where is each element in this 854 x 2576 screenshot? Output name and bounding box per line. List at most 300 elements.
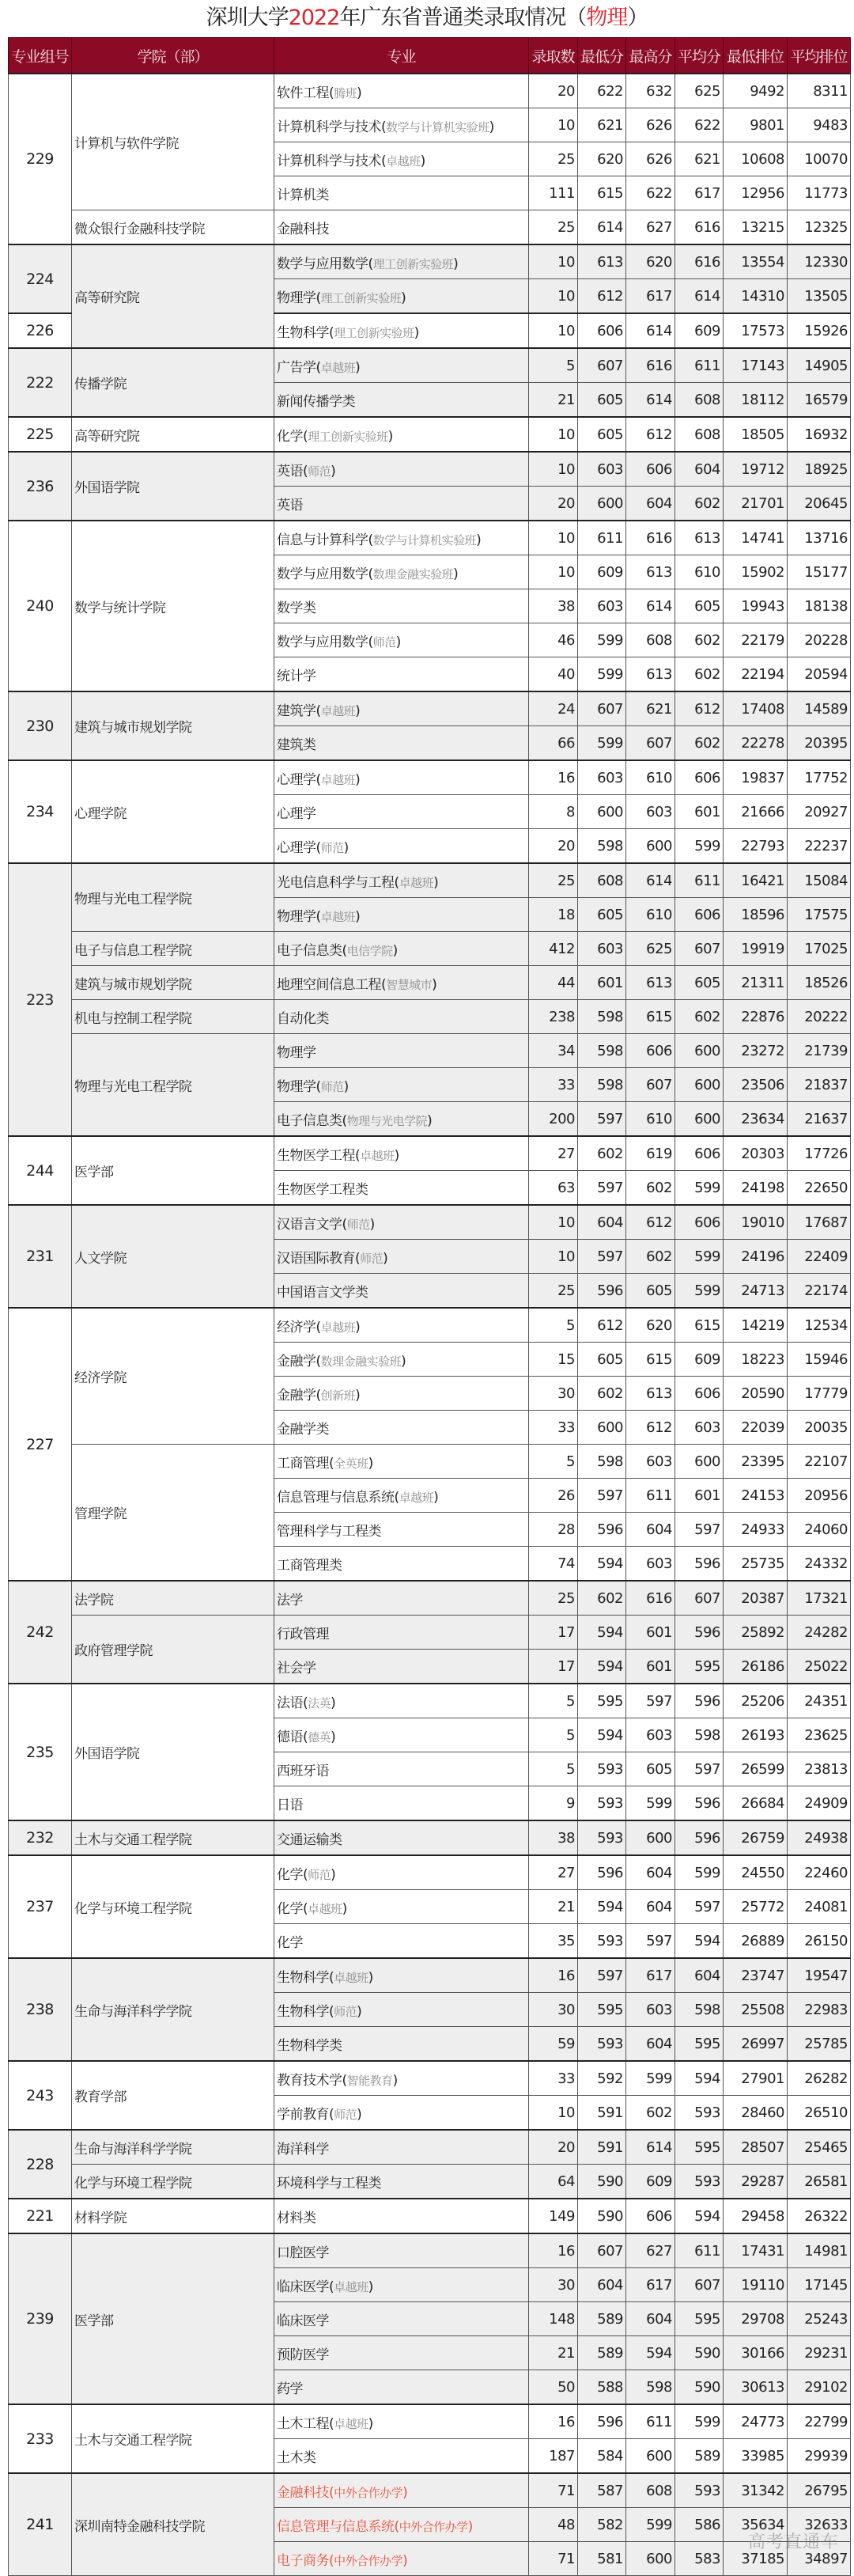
min-rank: 19919 (724, 932, 788, 966)
major-cell (274, 966, 529, 1000)
min-rank: 17143 (724, 348, 788, 383)
min-rank: 26889 (724, 1924, 788, 1959)
min-rank: 24153 (724, 1479, 788, 1513)
major-name: 金融科技 (277, 2484, 329, 2501)
college-name: 土木与交通工程学院 (72, 2404, 274, 2473)
paren: ( (355, 1250, 361, 1267)
admitted-count: 46 (529, 623, 578, 657)
min-score: 597 (578, 1240, 626, 1274)
major-cell (274, 348, 529, 383)
avg-score: 607 (675, 2268, 724, 2302)
major-name: 德语 (277, 1729, 303, 1745)
table-row (9, 1445, 851, 1479)
avg-score: 597 (675, 1513, 724, 1547)
admitted-count: 59 (529, 2027, 578, 2062)
avg-rank: 21837 (788, 1068, 851, 1102)
min-rank: 35634 (724, 2508, 788, 2542)
paren: ) (369, 1216, 375, 1233)
table-header-row (9, 38, 851, 74)
max-score: 602 (626, 1240, 675, 1274)
major-cell (274, 1650, 529, 1684)
major-note: 卓越班 (320, 360, 356, 375)
table-row (9, 2473, 851, 2508)
major-note: 法英 (308, 1695, 331, 1710)
admitted-count: 25 (529, 142, 578, 176)
major-cell (274, 589, 529, 623)
avg-score: 596 (675, 1684, 724, 1718)
min-rank: 18596 (724, 898, 788, 932)
avg-rank: 11773 (788, 176, 851, 210)
avg-score: 609 (675, 1343, 724, 1377)
admitted-count: 25 (529, 1274, 578, 1309)
major-name: 行政管理 (277, 1626, 329, 1642)
avg-rank: 17726 (788, 1136, 851, 1171)
paren: ) (355, 908, 361, 925)
avg-score: 599 (675, 829, 724, 864)
min-rank: 13215 (724, 210, 788, 245)
avg-score: 595 (675, 1650, 724, 1684)
avg-rank: 29939 (788, 2439, 851, 2474)
major-cell (274, 2473, 529, 2508)
college-name: 心理学院 (72, 760, 274, 863)
avg-score: 607 (675, 932, 724, 966)
group-code: 234 (9, 760, 72, 863)
min-score: 587 (578, 2473, 626, 2508)
college-name: 微众银行金融科技学院 (72, 210, 274, 245)
max-score: 608 (626, 623, 675, 657)
admitted-count: 30 (529, 1377, 578, 1411)
major-name: 环境科学与工程类 (277, 2175, 381, 2191)
avg-score: 621 (675, 142, 724, 176)
avg-rank: 20645 (788, 487, 851, 521)
college-name: 生命与海洋科学学院 (72, 2130, 274, 2165)
max-score: 625 (626, 932, 675, 966)
admitted-count: 149 (529, 2199, 578, 2233)
major-name: 数学与应用数学 (277, 634, 368, 650)
table-row (9, 1855, 851, 1890)
max-score: 604 (626, 487, 675, 521)
major-name: 临床医学 (277, 2279, 329, 2295)
avg-score: 612 (675, 691, 724, 726)
major-name: 中国语言文学类 (277, 1284, 368, 1301)
avg-score: 600 (675, 1068, 724, 1102)
max-score: 622 (626, 176, 675, 210)
college-name: 计算机与软件学院 (72, 74, 274, 210)
major-note: 卓越班 (360, 1148, 395, 1163)
avg-score: 622 (675, 108, 724, 142)
min-rank: 22179 (724, 623, 788, 657)
avg-rank: 20035 (788, 1411, 851, 1445)
avg-rank: 18925 (788, 452, 851, 487)
avg-score: 594 (675, 2061, 724, 2096)
min-score: 621 (578, 108, 626, 142)
group-code: 222 (9, 348, 72, 417)
major-name: 电子信息类 (277, 942, 342, 959)
max-score: 599 (626, 2061, 675, 2096)
min-score: 605 (578, 383, 626, 418)
avg-score: 604 (675, 1958, 724, 1993)
min-score: 613 (578, 244, 626, 279)
paren: ) (402, 2552, 408, 2569)
college-name: 医学部 (72, 2233, 274, 2404)
avg-rank: 24351 (788, 1684, 851, 1718)
major-note: 师范 (346, 1217, 370, 1232)
paren: ) (395, 634, 401, 650)
max-score: 614 (626, 383, 675, 418)
admitted-count: 48 (529, 2508, 578, 2542)
max-score: 611 (626, 2404, 675, 2439)
avg-rank: 22650 (788, 1171, 851, 1206)
max-score: 605 (626, 1274, 675, 1309)
paren: ) (427, 1112, 433, 1129)
max-score: 614 (626, 589, 675, 623)
major-name: 金融学 (277, 1387, 316, 1404)
avg-rank: 24909 (788, 1786, 851, 1821)
major-name: 物理学 (277, 908, 316, 925)
admission-table (8, 37, 851, 2576)
major-name: 金融学类 (277, 1421, 329, 1438)
college-name: 材料学院 (72, 2199, 274, 2233)
table-row (9, 1205, 851, 1240)
group-code: 239 (9, 2233, 72, 2404)
college-name: 数学与统计学院 (72, 521, 274, 691)
major-name: 药学 (277, 2381, 303, 2397)
paren: ( (381, 153, 387, 169)
major-cell (274, 726, 529, 761)
paren: ( (329, 2279, 334, 2295)
table-row (9, 1000, 851, 1034)
major-name: 化学 (277, 1866, 303, 1883)
major-note: 理工创新实验班 (372, 256, 454, 271)
avg-score: 607 (675, 1581, 724, 1616)
admitted-count: 25 (529, 210, 578, 245)
admitted-count: 35 (529, 1924, 578, 1959)
max-score: 604 (626, 1513, 675, 1547)
max-score: 603 (626, 1993, 675, 2027)
paren: ( (394, 1489, 399, 1506)
avg-rank: 16932 (788, 417, 851, 452)
major-cell (274, 1068, 529, 1102)
major-cell (274, 555, 529, 589)
admitted-count: 16 (529, 760, 578, 795)
major-name: 学前教育 (277, 2106, 329, 2123)
max-score: 603 (626, 1547, 675, 1582)
major-cell (274, 2370, 529, 2405)
min-rank: 24550 (724, 1855, 788, 1890)
major-cell (274, 1855, 529, 1890)
major-cell (274, 1377, 529, 1411)
min-score: 620 (578, 142, 626, 176)
major-name: 数学与应用数学 (277, 566, 368, 582)
paren: ) (433, 874, 439, 891)
admitted-count: 5 (529, 348, 578, 383)
min-rank: 14741 (724, 521, 788, 555)
major-cell (274, 1343, 529, 1377)
max-score: 606 (626, 1034, 675, 1068)
paren: ( (368, 532, 373, 548)
major-note: 中外合作办学 (334, 2553, 403, 2568)
major-cell (274, 2542, 529, 2576)
major-cell (274, 1890, 529, 1924)
min-score: 590 (578, 2199, 626, 2233)
max-score: 626 (626, 142, 675, 176)
min-rank: 12956 (724, 176, 788, 210)
major-cell (274, 623, 529, 657)
min-rank: 21701 (724, 487, 788, 521)
min-score: 602 (578, 1136, 626, 1171)
paren: ( (316, 908, 321, 925)
paren: ( (381, 119, 387, 135)
paren: ( (329, 1969, 334, 1986)
major-name: 生物科学类 (277, 2037, 342, 2054)
avg-rank: 8311 (788, 74, 851, 108)
major-cell (274, 1786, 529, 1821)
admitted-count: 148 (529, 2302, 578, 2336)
major-note: 腾班 (334, 85, 357, 100)
admitted-count: 25 (529, 863, 578, 898)
major-note: 师范 (334, 2107, 357, 2122)
avg-score: 611 (675, 2233, 724, 2268)
major-name: 管理科学与工程类 (277, 1523, 381, 1540)
major-name: 经济学 (277, 1319, 316, 1335)
major-cell (274, 1274, 529, 1309)
major-name: 材料类 (277, 2210, 316, 2226)
major-note: 师范 (320, 1079, 344, 1094)
min-score: 588 (578, 2370, 626, 2405)
avg-rank: 26150 (788, 1924, 851, 1959)
group-code: 238 (9, 1958, 72, 2061)
max-score: 616 (626, 1581, 675, 1616)
avg-rank: 29102 (788, 2370, 851, 2405)
major-note: 师范 (360, 1251, 384, 1266)
admitted-count: 27 (529, 1136, 578, 1171)
avg-score: 600 (675, 1034, 724, 1068)
min-rank: 31342 (724, 2473, 788, 2508)
paren: ) (355, 1387, 361, 1404)
avg-rank: 10070 (788, 142, 851, 176)
paren: ) (392, 942, 398, 959)
paren: ) (331, 463, 336, 479)
avg-score: 606 (675, 1377, 724, 1411)
major-name: 心理学 (277, 771, 316, 788)
max-score: 626 (626, 108, 675, 142)
avg-rank: 17779 (788, 1377, 851, 1411)
paren: ) (432, 976, 437, 993)
major-cell (274, 2130, 529, 2165)
paren: ( (381, 976, 387, 993)
min-score: 603 (578, 589, 626, 623)
max-score: 600 (626, 829, 675, 864)
group-code: 235 (9, 1684, 72, 1820)
avg-score: 596 (675, 1786, 724, 1821)
avg-score: 586 (675, 2508, 724, 2542)
admitted-count: 44 (529, 966, 578, 1000)
min-rank: 19943 (724, 589, 788, 623)
avg-score: 606 (675, 1205, 724, 1240)
min-rank: 18505 (724, 417, 788, 452)
major-cell (274, 760, 529, 795)
major-name: 汉语言文学 (277, 1216, 342, 1233)
major-note: 创新班 (320, 1388, 356, 1403)
min-rank: 15902 (724, 555, 788, 589)
min-rank: 19010 (724, 1205, 788, 1240)
major-name: 计算机科学与技术 (277, 153, 381, 169)
major-note: 师范 (308, 1867, 331, 1882)
min-score: 591 (578, 2130, 626, 2165)
college-name: 物理与光电工程学院 (72, 1034, 274, 1137)
avg-rank: 19547 (788, 1958, 851, 1993)
paren: ) (453, 256, 459, 272)
admitted-count: 20 (529, 487, 578, 521)
major-name: 心理学 (277, 805, 316, 822)
min-rank: 19110 (724, 2268, 788, 2302)
max-score: 594 (626, 2336, 675, 2370)
avg-rank: 26322 (788, 2199, 851, 2233)
major-name: 工商管理类 (277, 1557, 342, 1574)
admitted-count: 21 (529, 1890, 578, 1924)
avg-score: 606 (675, 898, 724, 932)
major-name: 生物医学工程类 (277, 1181, 368, 1198)
major-cell (274, 1718, 529, 1752)
major-note: 卓越班 (399, 1490, 434, 1505)
college-name: 人文学院 (72, 1205, 274, 1308)
watermark: 高考直通车 (748, 2532, 840, 2552)
major-cell (274, 521, 529, 555)
table-row (9, 760, 851, 795)
header-min-score: 最低分 (578, 38, 626, 74)
major-cell (274, 657, 529, 692)
max-score: 610 (626, 1102, 675, 1137)
avg-rank: 26510 (788, 2096, 851, 2131)
min-score: 600 (578, 487, 626, 521)
major-name: 自动化类 (277, 1010, 329, 1027)
min-score: 603 (578, 760, 626, 795)
max-score: 615 (626, 1343, 675, 1377)
min-score: 601 (578, 966, 626, 1000)
min-score: 589 (578, 2302, 626, 2336)
avg-rank: 22799 (788, 2404, 851, 2439)
max-score: 608 (626, 2473, 675, 2508)
avg-rank: 22983 (788, 1993, 851, 2027)
min-rank: 23747 (724, 1958, 788, 1993)
major-name: 生物医学工程 (277, 1147, 355, 1164)
major-cell (274, 2404, 529, 2439)
major-name: 电子商务 (277, 2552, 329, 2569)
avg-rank: 32633 (788, 2508, 851, 2542)
max-score: 610 (626, 898, 675, 932)
max-score: 614 (626, 863, 675, 898)
major-name: 汉语国际教育 (277, 1250, 355, 1267)
major-cell (274, 2027, 529, 2062)
admitted-count: 18 (529, 898, 578, 932)
header-admitted: 录取数 (529, 38, 578, 74)
major-name: 建筑学 (277, 703, 316, 719)
avg-score: 604 (675, 452, 724, 487)
avg-score: 616 (675, 244, 724, 279)
min-score: 593 (578, 1820, 626, 1855)
table-row (9, 1308, 851, 1343)
major-name: 生物科学 (277, 2003, 329, 2020)
major-cell (274, 1240, 529, 1274)
admitted-count: 27 (529, 1855, 578, 1890)
max-score: 616 (626, 348, 675, 383)
paren: ) (368, 1455, 373, 1472)
min-rank: 22793 (724, 829, 788, 864)
avg-score: 593 (675, 2165, 724, 2199)
avg-score: 597 (675, 1752, 724, 1786)
paren: ( (329, 1455, 334, 1472)
table-row (9, 1958, 851, 1993)
major-note: 电信学院 (346, 943, 393, 958)
paren: ( (316, 1353, 321, 1369)
major-cell (274, 2439, 529, 2474)
major-name: 光电信息科学与工程 (277, 874, 395, 891)
admitted-count: 10 (529, 452, 578, 487)
max-score: 620 (626, 1308, 675, 1343)
max-score: 612 (626, 1205, 675, 1240)
max-score: 614 (626, 2130, 675, 2165)
min-score: 595 (578, 1993, 626, 2027)
major-name: 工商管理 (277, 1455, 329, 1472)
avg-rank: 26795 (788, 2473, 851, 2508)
avg-score: 608 (675, 417, 724, 452)
paren: ( (316, 1387, 321, 1404)
min-rank: 27901 (724, 2061, 788, 2096)
table-row (9, 1581, 851, 1616)
group-code: 237 (9, 1855, 72, 1958)
avg-rank: 24060 (788, 1513, 851, 1547)
avg-rank: 15926 (788, 313, 851, 348)
major-cell (274, 2165, 529, 2199)
max-score: 603 (626, 1718, 675, 1752)
admitted-count: 30 (529, 1993, 578, 2027)
major-cell (274, 2199, 529, 2233)
avg-rank: 25465 (788, 2130, 851, 2165)
avg-score: 596 (675, 1820, 724, 1855)
admitted-count: 5 (529, 1445, 578, 1479)
min-rank: 23395 (724, 1445, 788, 1479)
min-rank: 25206 (724, 1684, 788, 1718)
paren: ) (420, 153, 425, 169)
max-score: 604 (626, 2302, 675, 2336)
major-cell (274, 487, 529, 521)
min-score: 606 (578, 313, 626, 348)
paren: ( (368, 634, 373, 650)
avg-rank: 14905 (788, 348, 851, 383)
avg-score: 583 (675, 2542, 724, 2576)
major-note: 卓越班 (386, 153, 421, 169)
major-cell (274, 1308, 529, 1343)
avg-score: 617 (675, 176, 724, 210)
header-major: 专业 (274, 38, 529, 74)
min-rank: 24773 (724, 2404, 788, 2439)
table-row (9, 2061, 851, 2096)
max-score: 600 (626, 1820, 675, 1855)
major-name: 金融学 (277, 1353, 316, 1369)
major-name: 生物科学 (277, 324, 329, 341)
min-score: 594 (578, 1718, 626, 1752)
admitted-count: 17 (529, 1650, 578, 1684)
paren: ) (368, 2415, 373, 2432)
avg-rank: 20228 (788, 623, 851, 657)
avg-rank: 25785 (788, 2027, 851, 2062)
admitted-count: 33 (529, 1068, 578, 1102)
max-score: 599 (626, 1786, 675, 1821)
min-rank: 17573 (724, 313, 788, 348)
min-score: 622 (578, 74, 626, 108)
college-name: 外国语学院 (72, 1684, 274, 1820)
avg-score: 611 (675, 348, 724, 383)
